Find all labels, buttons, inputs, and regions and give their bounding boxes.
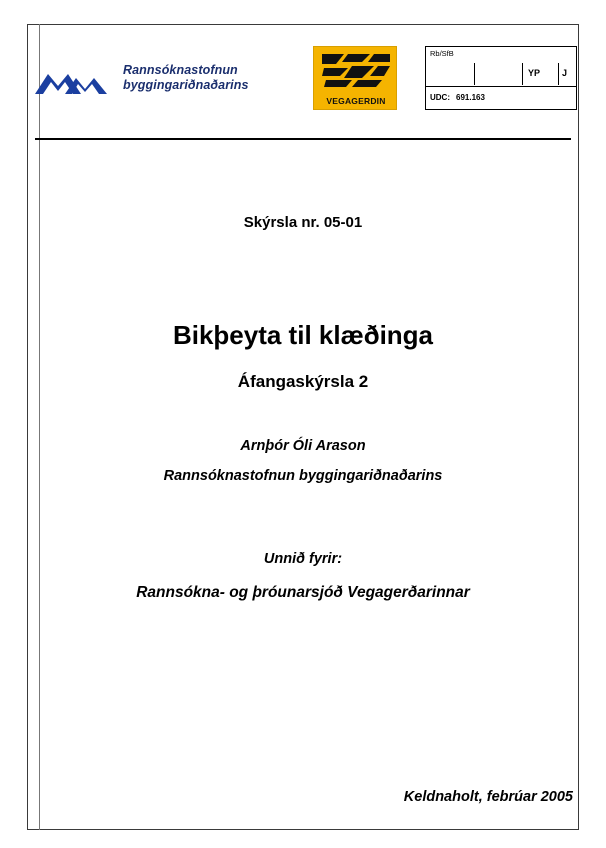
page-inner-left-rule (39, 24, 40, 830)
page-title: Bikþeyta til klæðinga (172, 320, 434, 350)
classification-divider-3 (558, 63, 559, 85)
institute-logo (35, 58, 275, 110)
classification-divider-2 (522, 63, 523, 85)
vegagerdin-logo-icon (318, 50, 394, 90)
page-border (27, 24, 579, 830)
rb-sfb-label: Rb/SfB (430, 49, 454, 58)
header-divider (35, 138, 571, 140)
classification-box-top (426, 47, 576, 87)
yp-label: YP (528, 68, 541, 78)
report-number: Skýrsla nr. 05-01 (243, 214, 363, 231)
udc-value: 691.163 (456, 93, 485, 102)
document-header (35, 42, 575, 134)
page-subtitle: Áfangaskýrsla 2 (237, 372, 369, 391)
author-name: Arnþór Óli Arason (240, 438, 366, 454)
institute-logo-line1: Rannsóknastofnun (123, 63, 238, 77)
vegagerdin-logo (313, 46, 397, 110)
classification-box (425, 46, 577, 110)
mountain-chevrons-logo-icon (35, 68, 113, 98)
prepared-for-value: Rannsókna- og þróunarsjóð Vegagerðarinnar (136, 584, 470, 601)
author-affiliation: Rannsóknastofnun byggingariðnaðarins (163, 468, 443, 484)
prepared-for-label: Unnið fyrir: (263, 551, 343, 567)
place-and-date: Keldnaholt, febrúar 2005 (403, 789, 573, 805)
udc-label: UDC: (430, 93, 450, 102)
institute-logo-text (123, 63, 283, 93)
institute-logo-line2: byggingariðnaðarins (123, 78, 249, 92)
classification-divider-1 (474, 63, 475, 85)
vegagerdin-logo-text: VEGAGERDIN (326, 96, 386, 106)
j-label: J (562, 68, 568, 78)
udc-row (430, 93, 485, 102)
